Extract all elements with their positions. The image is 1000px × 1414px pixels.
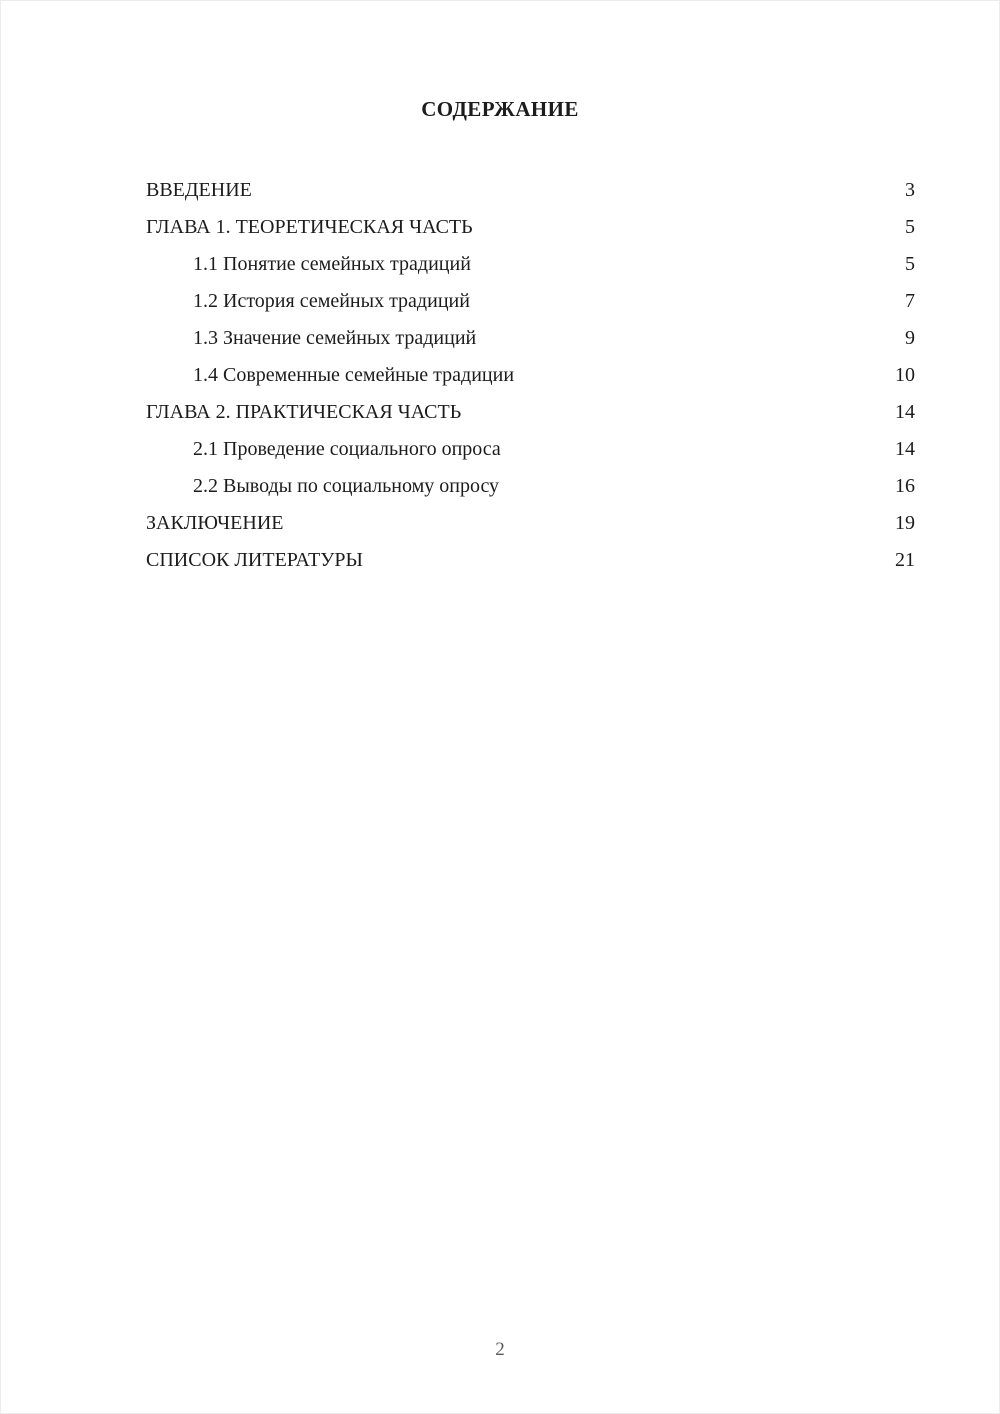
toc-entry — [146, 357, 915, 394]
toc-entry-page: 3 — [905, 179, 915, 201]
toc-entry — [146, 542, 915, 579]
toc-entry-page: 5 — [905, 216, 915, 238]
toc-entry — [146, 320, 915, 357]
toc-entry-page: 21 — [895, 549, 915, 571]
toc-entry-page: 10 — [895, 364, 915, 386]
toc-entry — [146, 246, 915, 283]
toc-entry — [146, 172, 915, 209]
toc-entry — [146, 505, 915, 542]
toc-entry-page: 7 — [905, 290, 915, 312]
table-of-contents — [146, 172, 915, 579]
toc-entry-label: 1.3 Значение семейных традиций — [193, 327, 477, 349]
toc-entry-label: 1.4 Современные семейные традиции — [193, 364, 515, 386]
toc-entry — [146, 431, 915, 468]
toc-entry-page: 9 — [905, 327, 915, 349]
toc-entry — [146, 468, 915, 505]
toc-entry-label: СПИСОК ЛИТЕРАТУРЫ — [146, 549, 363, 571]
toc-entry — [146, 283, 915, 320]
toc-entry-page: 14 — [895, 401, 915, 423]
toc-entry — [146, 209, 915, 246]
toc-entry-page: 5 — [905, 253, 915, 275]
toc-entry-label: 2.2 Выводы по социальному опросу — [193, 475, 500, 497]
toc-entry-label: 2.1 Проведение социального опроса — [193, 438, 501, 460]
toc-entry-page: 14 — [895, 438, 915, 460]
toc-entry-label: ЗАКЛЮЧЕНИЕ — [146, 512, 284, 534]
toc-entry-label: 1.1 Понятие семейных традиций — [193, 253, 471, 275]
toc-entry-label: ГЛАВА 1. ТЕОРЕТИЧЕСКАЯ ЧАСТЬ — [146, 216, 473, 238]
toc-entry — [146, 394, 915, 431]
toc-entry-page: 16 — [895, 475, 915, 497]
toc-entry-label: ГЛАВА 2. ПРАКТИЧЕСКАЯ ЧАСТЬ — [146, 401, 462, 423]
toc-entry-label: 1.2 История семейных традиций — [193, 290, 470, 312]
toc-entry-page: 19 — [895, 512, 915, 534]
toc-entry-label: ВВЕДЕНИЕ — [146, 179, 252, 201]
footer-page-number: 2 — [495, 1339, 505, 1360]
page-title: СОДЕРЖАНИЕ — [421, 97, 579, 121]
